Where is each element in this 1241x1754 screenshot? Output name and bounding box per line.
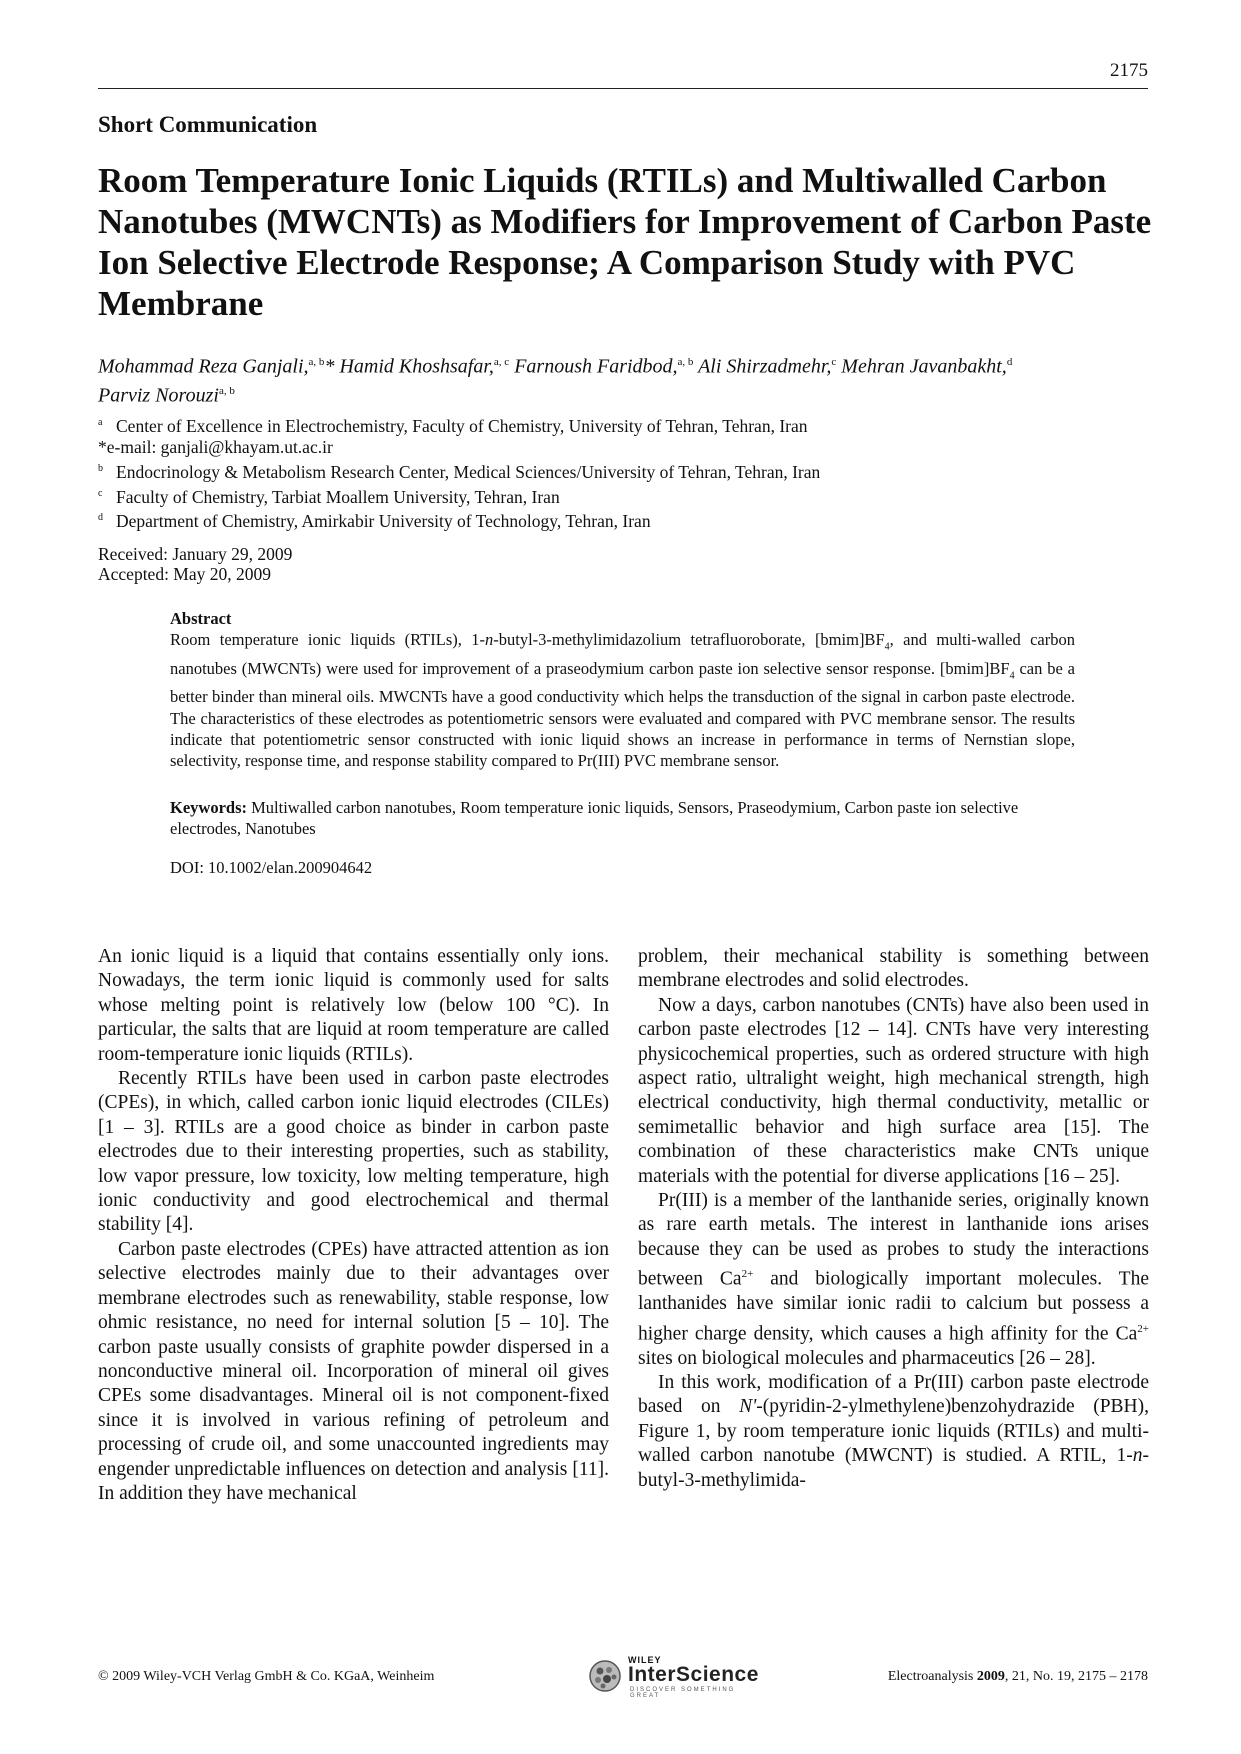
author-affiliation-mark: d — [1006, 356, 1013, 368]
journal-year: 2009 — [976, 1669, 1005, 1684]
abstract — [170, 608, 1075, 772]
affiliation — [98, 412, 1158, 437]
author-name: Ali Shirzadmehr, — [698, 355, 832, 378]
body-paragraph: In this work, modification of a Pr(III) carbon paste electrode based on N'-(pyridin-2-ylmethylene)benzohydrazide (PBH), Figure 1, by room temperature ionic liquids (RTILs) and multi-walled carbon nanotube (MWCNT) is studied. A RTIL, 1-n-butyl-3-methylimida- — [638, 1371, 1149, 1491]
body-paragraph: Recently RTILs have been used in carbon paste electrodes (CPEs), in which, called carbon ionic liquid electrodes (CILEs) [1 – 3]. RTILs are a good choice as binder in carbon paste electrodes due to their interesting properties, such as stability, low vapor pressure, low toxicity, low melting temperature, high ionic conductivity and good electrochemical and thermal stability [4]. — [98, 1068, 609, 1236]
affiliation-text: Department of Chemistry, Amirkabir University of Technology, Tehran, Iran — [116, 511, 651, 532]
author-affiliation-mark: a, c — [493, 356, 510, 368]
article-dates — [98, 544, 292, 584]
author-name: Mehran Javanbakht, — [841, 355, 1007, 378]
author-affiliation-mark: a, b — [308, 356, 325, 368]
body-paragraph: Pr(III) is a member of the lanthanide series, originally known as rare earth metals. The interest in lanthanide ions arises because they can be used as probes to study the interactions between $Ca^{2+}$ and biologically important molecules. The lanthanides have similar ionic radii to calcium but possess a higher charge density, which causes a high affinity for the $Ca^{2+}$ sites on biological molecules and pharmaceutics [26 – 28]. — [638, 1190, 1149, 1369]
author-name: Parviz Norouzi — [98, 384, 219, 407]
footer-copyright: © 2009 Wiley-VCH Verlag GmbH & Co. KGaA, Weinheim — [98, 1669, 435, 1684]
abstract-text: Room temperature ionic liquids (RTILs), 1-n-butyl-3-methylimidazolium tetrafluoroborate, $[bmim]BF_4$, and multi-walled carbon nanotubes (MWCNTs) were used for improvement of a praseodymium carbon paste ion selective sensor response. $[bmim]BF_4$ can be a better binder than mineral oils. MWCNTs have a good conductivity which helps the transduction of the signal in carbon paste electrode. The characteristics of these electrodes as potentiometric sensors were evaluated and compared with PVC membrane sensor. The results indicate that potentiometric sensor constructed with ionic liquid shows an increase in performance in terms of Nernstian slope, selectivity, response time, and response stability compared to Pr(III) PVC membrane sensor. — [170, 630, 1075, 771]
affiliation-mark: d — [98, 512, 103, 524]
keywords-text: Multiwalled carbon nanotubes, Room temperature ionic liquids, Sensors, Praseodymium, Carbon paste ion selective electrodes, Nanotubes — [170, 798, 1019, 839]
author-affiliation-mark: a, b — [677, 356, 694, 368]
footer-citation — [800, 1669, 1148, 1685]
author-name: Farnoush Faridbod, — [514, 355, 678, 378]
abstract-heading: Abstract — [170, 609, 232, 628]
affiliation — [98, 507, 1158, 532]
body-paragraph: An ionic liquid is a liquid that contains essentially only ions. Nowadays, the term ionic liquid is commonly used for salts whose melting point is relatively low (below 100 °C). In particular, the salts that are liquid at room temperature are called room-temperature ionic liquids (RTILs). — [98, 946, 609, 1065]
page-number: 2175 — [1110, 60, 1148, 81]
keywords — [170, 797, 1075, 840]
affiliation-text: *e-mail: ganjali@khayam.ut.ac.ir — [98, 436, 333, 457]
corresponding-mark: * — [324, 355, 335, 378]
accepted-date: Accepted: May 20, 2009 — [98, 564, 272, 584]
logo-name-text: InterScience — [628, 1663, 759, 1686]
keywords-label: Keywords: — [170, 798, 247, 817]
body-paragraph: problem, their mechanical stability is something between membrane electrodes and solid electrodes. — [638, 946, 1149, 992]
affiliation — [98, 458, 1158, 483]
author-name: Hamid Khoshsafar, — [339, 355, 494, 378]
received-date: Received: January 29, 2009 — [98, 544, 293, 564]
interscience-globe-icon — [588, 1659, 622, 1693]
author-affiliation-mark: c — [831, 356, 837, 368]
body-column-right — [638, 945, 1149, 1493]
author-list — [98, 350, 1158, 407]
affiliation-mark: a — [98, 417, 103, 428]
affiliation-list — [98, 412, 1158, 532]
header-rule — [98, 88, 1148, 89]
journal-volume: , 21, No. 19, 2175 – 2178 — [1004, 1669, 1148, 1684]
body-column-left — [98, 945, 609, 1506]
section-label: Short Communication — [98, 112, 318, 137]
affiliation-text: Endocrinology & Metabolism Research Center, Medical Sciences/University of Tehran, Tehran, Iran — [116, 461, 821, 482]
affiliation-text: Center of Excellence in Electrochemistry, Faculty of Chemistry, University of Tehran, Tehran, Iran — [116, 415, 808, 436]
affiliation-mark: b — [98, 462, 103, 474]
author-name: Mohammad Reza Ganjali, — [98, 355, 309, 378]
body-paragraph: Now a days, carbon nanotubes (CNTs) have also been used in carbon paste electrodes [12 – 14]. CNTs have very interesting physicochemical properties, such as ordered structure with high aspect ratio, ultralight weight, high mechanical strength, high electrical conductivity, high thermal conductivity, metallic or semimetallic behavior and high surface area [15]. The combination of these characteristics make CNTs unique materials with the potential for diverse applications [16 – 25]. — [638, 994, 1149, 1187]
author-affiliation-mark: a, b — [218, 384, 235, 397]
affiliation-mark: c — [98, 487, 103, 499]
journal-name: Electroanalysis — [887, 1669, 974, 1684]
body-paragraph: Carbon paste electrodes (CPEs) have attracted attention as ion selective electrodes mainly due to their advantages over membrane electrodes such as renewability, stable response, low ohmic resistance, no need for internal solution [5 – 10]. The carbon paste usually consists of graphite powder dispersed in a nonconductive mineral oil. Incorporation of mineral oil gives CPEs some disadvantages. Mineral oil is not component-fixed since it is involved in various refining of petroleum and processing of crude oil, and some unaccounted ingredients may engender unpredictable influences on detection and analysis [11]. In addition they have mechanical — [98, 1238, 609, 1504]
logo-wiley-text: WILEY — [628, 1655, 662, 1665]
affiliation — [98, 437, 1158, 458]
doi: DOI: 10.1002/elan.200904642 — [170, 858, 373, 877]
affiliation-text: Faculty of Chemistry, Tarbiat Moallem University, Tehran, Iran — [116, 486, 560, 507]
article-title: Room Temperature Ionic Liquids (RTILs) and Multiwalled Carbon Nanotubes (MWCNTs) as Modifiers for Improvement of Carbon Paste Ion Selective Electrode Response; A Comparison Study with PVC Membrane — [98, 161, 1152, 323]
affiliation — [98, 483, 1158, 508]
logo-tagline: DISCOVER SOMETHING GREAT — [630, 1687, 736, 1699]
interscience-logo — [588, 1655, 758, 1697]
